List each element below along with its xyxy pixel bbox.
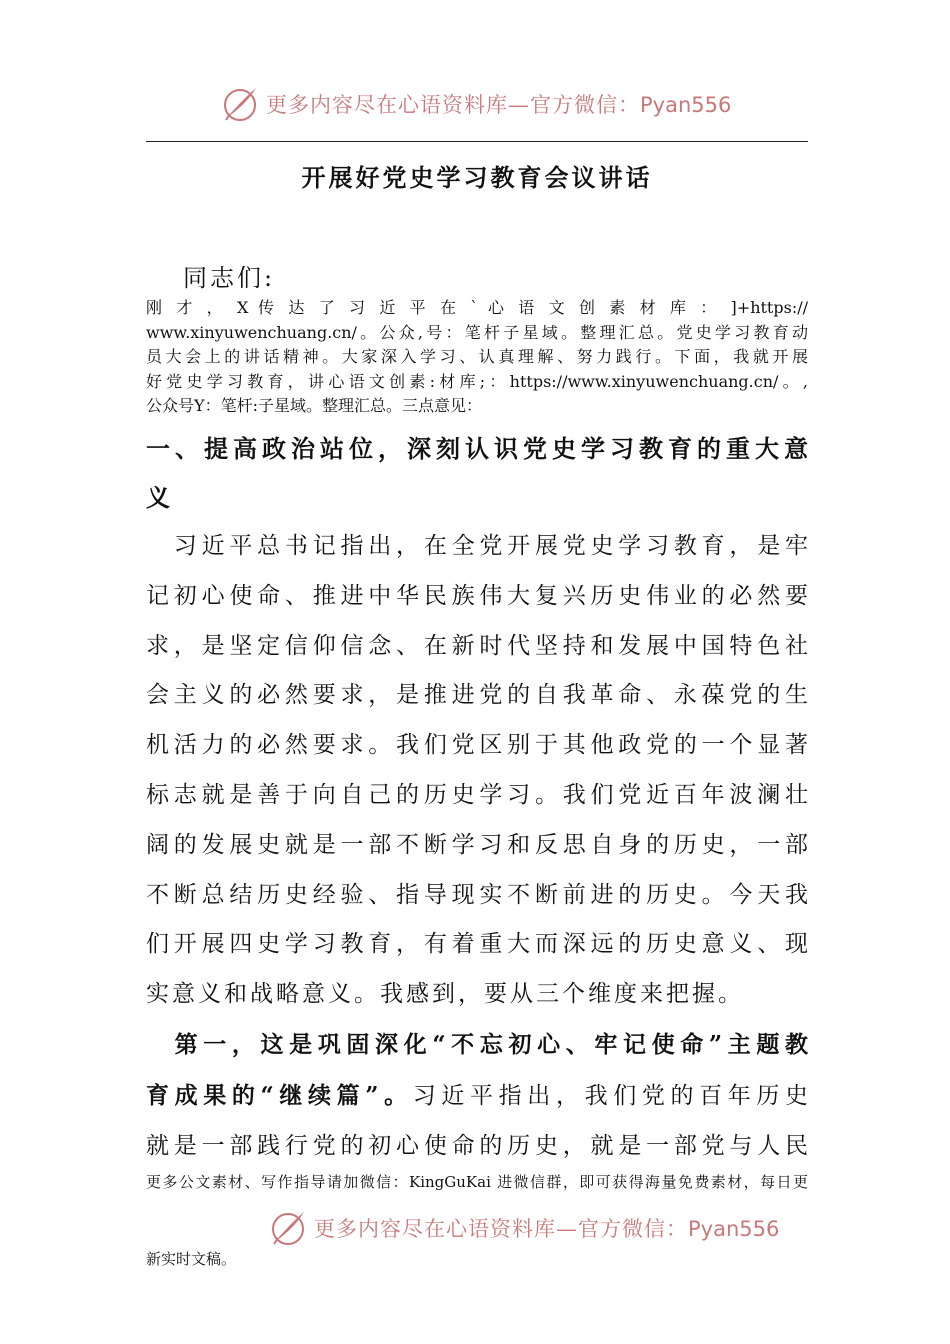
watermark-text: 更多内容尽在心语资料库—官方微信：Pyan556 [266, 93, 732, 117]
footer-note-line-1: 更多公文素材、写作指导请加微信：KingGuKai 进微信群，即可获得海量免费素材，每日更 [146, 1173, 808, 1191]
paragraph-1 [146, 522, 808, 1020]
quill-seal-icon [268, 1208, 308, 1248]
wechat-id: Pyan556 [688, 1217, 780, 1241]
header-rule [146, 141, 808, 142]
intro-line: 刚 才 ， X 传 达 了 习 近 平 在 ` 心 语 文 创 素 材 库 ： ]+https:// [146, 298, 808, 317]
heading-line: 义 [146, 483, 170, 512]
body-line: 会主义的必然要求，是推进党的自我革命、永葆党的生 [146, 682, 808, 709]
body-line: 们开展四史学习教育，有着重大而深远的历史意义、现 [146, 931, 808, 958]
body-text: 习近平指出，我们党的百年历史 [412, 1082, 808, 1109]
body-line: 不断总结历史经验、指导现实不断前进的历史。今天我 [146, 881, 808, 908]
bold-lead: 育成果的“继续篇”。 [146, 1081, 413, 1109]
body-line: 标志就是善于向自己的历史学习。我们党近百年波澜壮 [146, 781, 808, 808]
body-line: 就是一部践行党的初心使命的历史，就是一部党与人民 [146, 1132, 808, 1159]
body-line: 机活力的必然要求。我们党区别于其他政党的一个显著 [146, 732, 808, 759]
body-line: 习近平总书记指出，在全党开展党史学习教育，是牢 [146, 533, 808, 559]
body-line: 求，是坚定信仰信念、在新时代坚持和发展中国特色社 [146, 632, 808, 659]
body-line: 实意义和战略意义。我感到，要从三个维度来把握。 [146, 981, 744, 1008]
heading-line: 一、提高政治站位，深刻认识党史学习教育的重大意 [146, 434, 808, 463]
footer-note-line-2: 新实时文稿。 [146, 1250, 237, 1268]
intro-line: 好党史学习教育，讲心语文创素:材库;：https://www.xinyuwenchuang.cn/。, [146, 371, 808, 391]
body-line: 记初心使命、推进中华民族伟大复兴历史伟业的必然要 [146, 582, 808, 609]
watermark-banner-top [220, 82, 731, 126]
body-line [146, 1020, 808, 1071]
bold-lead: 第一，这是巩固深化“不忘初心、牢记使命”主题教 [146, 1031, 808, 1058]
quill-seal-icon [220, 84, 260, 124]
paragraph-2 [146, 1020, 808, 1171]
intro-line: www.xinyuwenchuang.cn/。公众,号：笔杆子星域。整理汇总。党史学习教育动 [146, 322, 808, 342]
intro-line: 员大会上的讲话精神。大家深入学习、认真理解、努力践行。下面，我就开展 [146, 347, 808, 366]
body-line: 阔的发展史就是一部不断学习和反思自身的历史，一部 [146, 831, 808, 858]
watermark-text: 更多内容尽在心语资料库—官方微信：Pyan556 [314, 1217, 780, 1241]
body-line [146, 1071, 808, 1122]
document-title: 开展好党史学习教育会议讲话 [301, 163, 653, 192]
salutation: 同志们: [183, 264, 276, 292]
section-heading-1 [146, 424, 808, 522]
intro-paragraph [146, 296, 808, 419]
intro-line: 公众号Y：笔杆:子星域。整理汇总。三点意见： [146, 396, 482, 415]
wechat-id: Pyan556 [640, 93, 732, 117]
watermark-banner-bottom [268, 1206, 779, 1250]
